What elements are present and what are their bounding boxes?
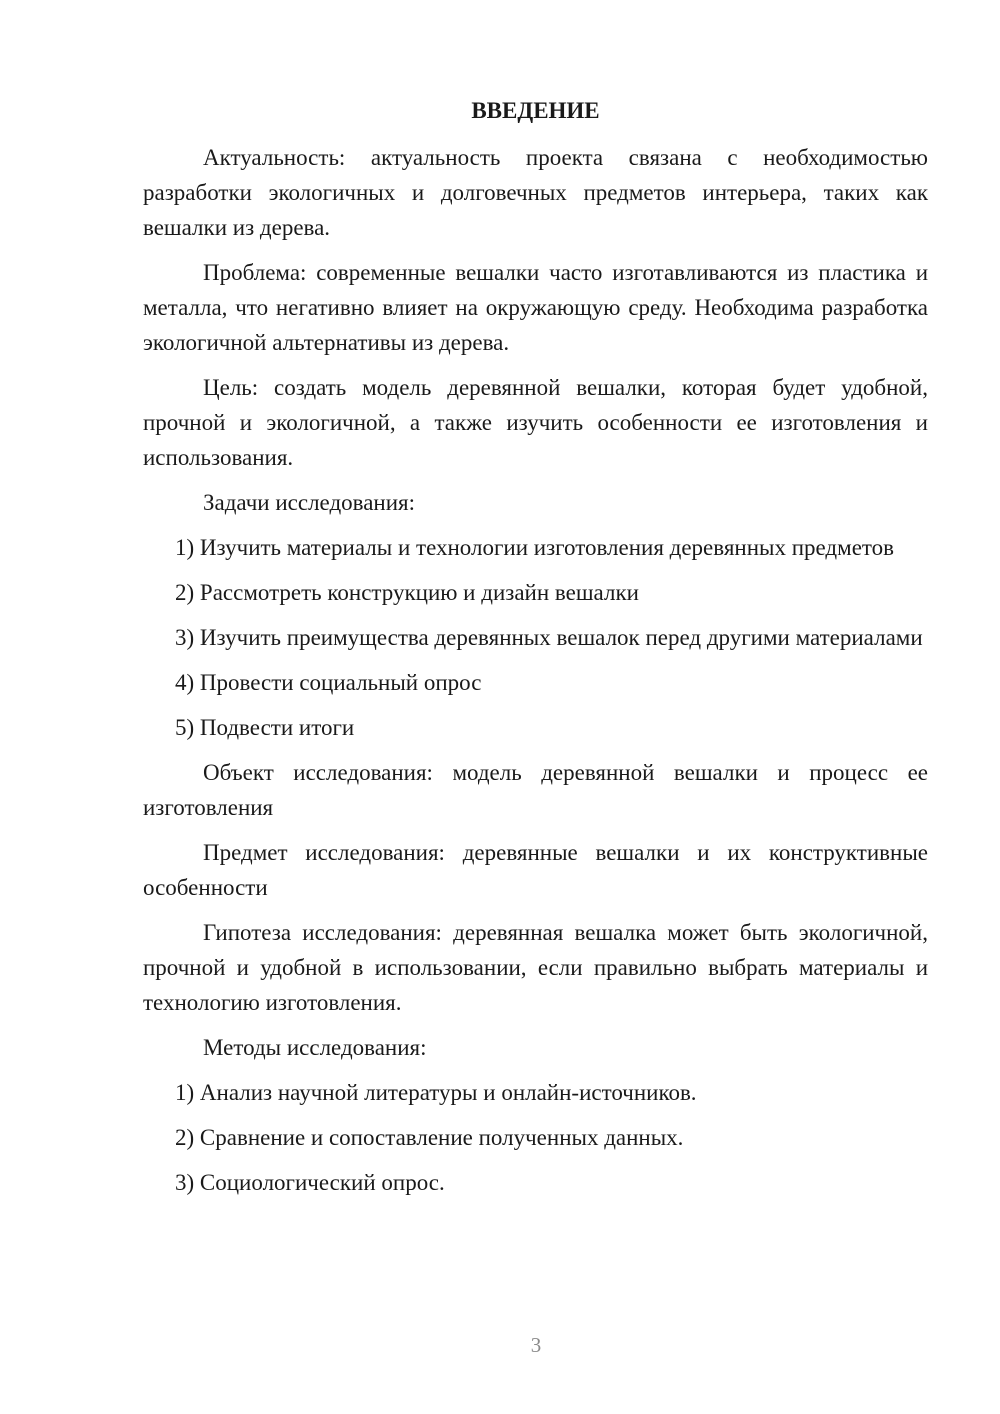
paragraph-goal: Цель: создать модель деревянной вешалки, которая будет удобной, прочной и экологичной, а также изучить особенности ее изготовления и использования. <box>143 375 928 470</box>
method-item-1: 1) Анализ научной литературы и онлайн-источников. <box>175 1080 697 1105</box>
task-item-3: 3) Изучить преимущества деревянных вешалок перед другими материалами <box>175 625 923 650</box>
method-item-2: 2) Сравнение и сопоставление полученных данных. <box>175 1125 684 1150</box>
document-body <box>143 93 928 1210</box>
task-item-5: 5) Подвести итоги <box>175 715 355 740</box>
paragraph-hypothesis: Гипотеза исследования: деревянная вешалка может быть экологичной, прочной и удобной в использовании, если правильно выбрать материалы и технологию изготовления. <box>143 920 928 1015</box>
methods-heading: Методы исследования: <box>203 1035 427 1060</box>
task-item-4: 4) Провести социальный опрос <box>175 670 482 695</box>
page-title: ВВЕДЕНИЕ <box>471 98 600 123</box>
paragraph-problem: Проблема: современные вешалки часто изготавливаются из пластика и металла, что негативно влияет на окружающую среду. Необходима разработка экологичной альтернативы из дерева. <box>143 260 928 355</box>
task-item-1: 1) Изучить материалы и технологии изготовления деревянных предметов <box>175 535 895 560</box>
method-item-3: 3) Социологический опрос. <box>175 1170 445 1195</box>
paragraph-subject: Предмет исследования: деревянные вешалки и их конструктивные особенности <box>143 840 928 900</box>
page-number: 3 <box>530 1333 542 1357</box>
paragraph-object: Объект исследования: модель деревянной вешалки и процесс ее изготовления <box>143 760 928 820</box>
paragraph-relevance: Актуальность: актуальность проекта связана с необходимостью разработки экологичных и долговечных предметов интерьера, таких как вешалки из дерева. <box>143 145 928 240</box>
tasks-heading: Задачи исследования: <box>203 490 416 515</box>
task-item-2: 2) Рассмотреть конструкцию и дизайн вешалки <box>175 580 639 605</box>
